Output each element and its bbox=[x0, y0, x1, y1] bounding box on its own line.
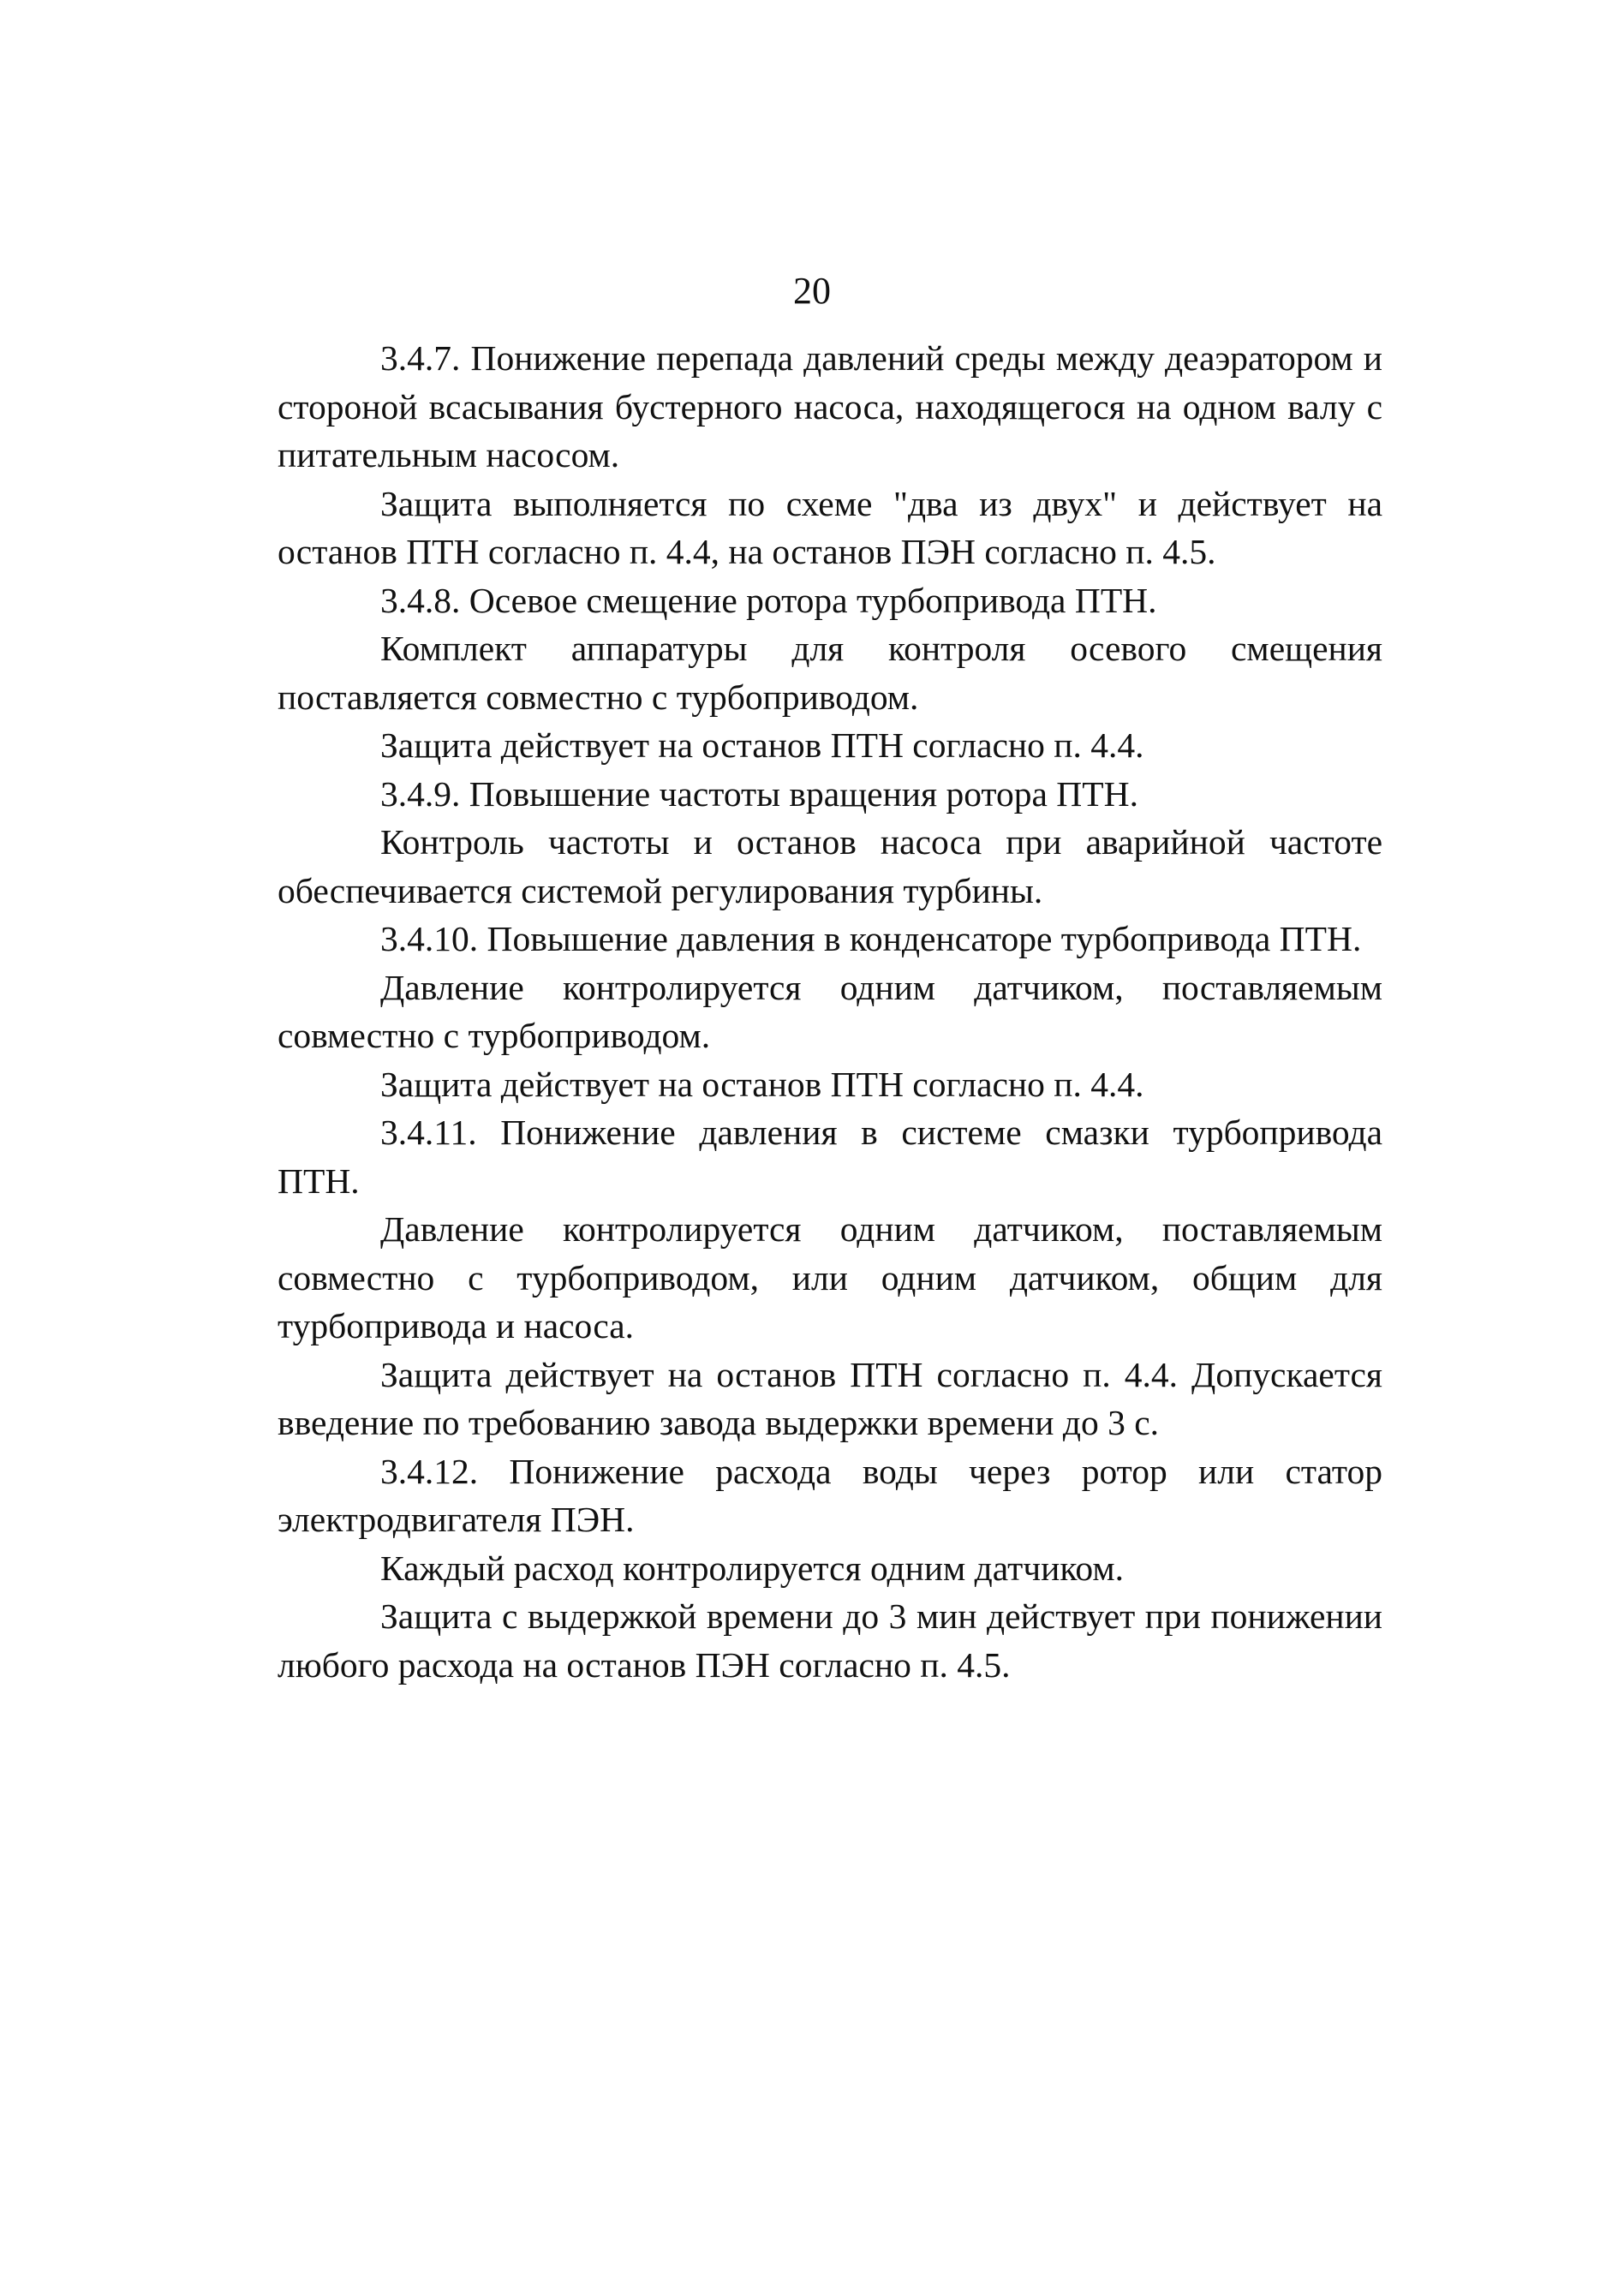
paragraph-3-4-12-sensor: Каждый расход контролируется одним датчиком. bbox=[380, 1548, 1124, 1588]
paragraph-3-4-8-protection: Защита действует на останов ПТН согласно п. 4.4. bbox=[380, 725, 1144, 765]
paragraph-3-4-7-protection: Защита выполняется по схеме "два из двух" и действует на останов ПТН согласно п. 4.4, на останов ПЭН согласно п. 4.5. bbox=[278, 483, 1382, 571]
paragraph-3-4-12: 3.4.12. Понижение расхода воды через ротор или статор электродвигателя ПЭН. bbox=[278, 1451, 1382, 1539]
paragraph-3-4-11: 3.4.11. Понижение давления в системе смазки турбопривода ПТН. bbox=[278, 1113, 1382, 1201]
paragraph-3-4-7: 3.4.7. Понижение перепада давлений среды между деаэратором и стороной всасывания бустерного насоса, находящегося на одном валу с питательным насосом. bbox=[278, 338, 1382, 474]
text-body bbox=[278, 334, 1382, 1689]
paragraph-3-4-10-sensor: Давление контролируется одним датчиком, поставляемым совместно с турбоприводом. bbox=[278, 967, 1382, 1055]
paragraph-3-4-12-protection: Защита с выдержкой времени до 3 мин действует при понижении любого расхода на останов ПЭН согласно п. 4.5. bbox=[278, 1596, 1382, 1685]
paragraph-3-4-10-protection: Защита действует на останов ПТН согласно п. 4.4. bbox=[380, 1064, 1144, 1104]
paragraph-3-4-11-sensor: Давление контролируется одним датчиком, поставляемым совместно с турбоприводом, или одним датчиком, общим для турбопривода и насоса. bbox=[278, 1209, 1382, 1345]
paragraph-3-4-9: 3.4.9. Повышение частоты вращения ротора ПТН. bbox=[380, 773, 1138, 814]
page-number: 20 bbox=[793, 270, 831, 312]
paragraph-3-4-8: 3.4.8. Осевое смещение ротора турбопривода ПТН. bbox=[380, 580, 1157, 620]
paragraph-3-4-9-control: Контроль частоты и останов насоса при аварийной частоте обеспечивается системой регулирования турбины. bbox=[278, 822, 1382, 910]
paragraph-3-4-11-protection: Защита действует на останов ПТН согласно п. 4.4. Допускается введение по требованию завода выдержки времени до 3 с. bbox=[278, 1354, 1382, 1442]
paragraph-3-4-10: 3.4.10. Повышение давления в конденсаторе турбопривода ПТН. bbox=[380, 919, 1362, 958]
paragraph-3-4-8-equipment: Комплект аппаратуры для контроля осевого смещения поставляется совместно с турбоприводом. bbox=[278, 629, 1382, 717]
